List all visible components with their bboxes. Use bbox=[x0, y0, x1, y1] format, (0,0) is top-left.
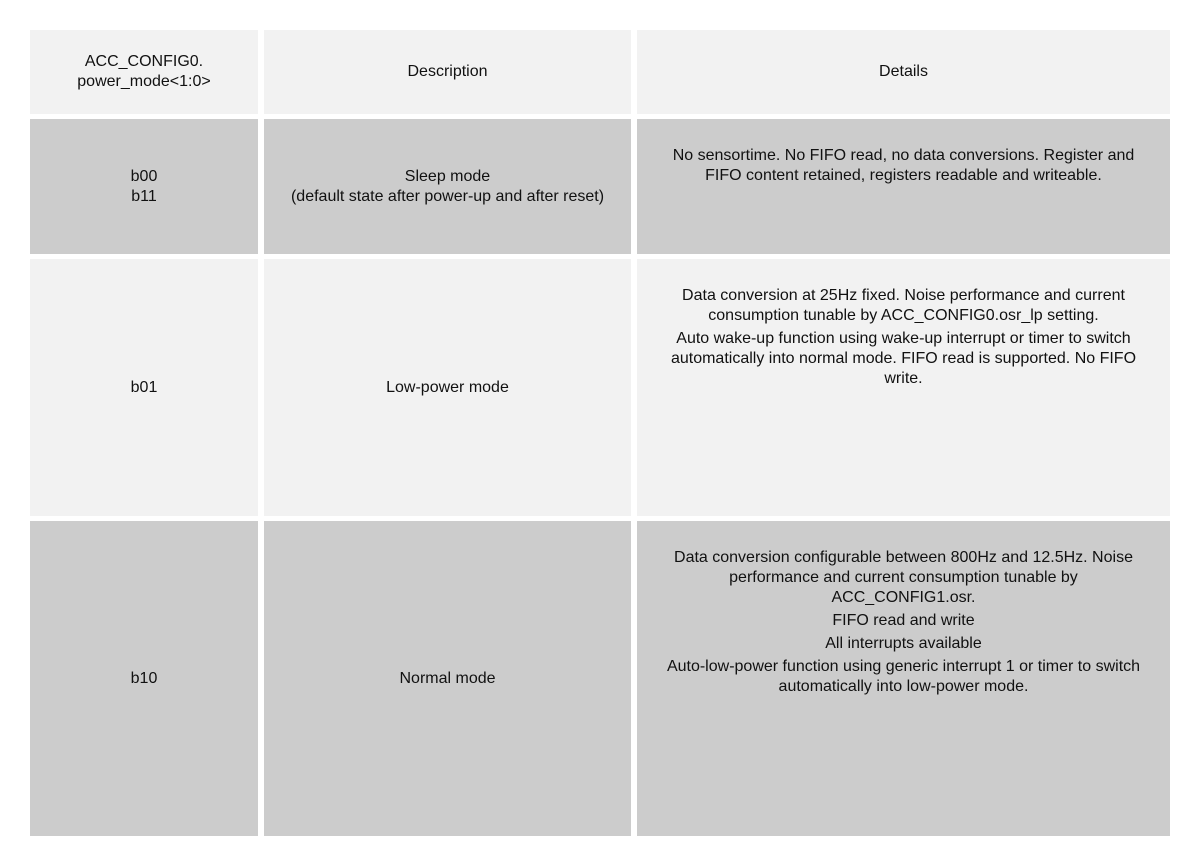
row-sleep-description bbox=[264, 119, 631, 254]
header-register-line2: power_mode<1:0> bbox=[77, 73, 211, 90]
details-text bbox=[667, 521, 1140, 700]
details-line: automatically into normal mode. FIFO read is supported. No FIFO bbox=[670, 350, 1137, 367]
details-paragraph bbox=[682, 286, 1125, 326]
row-normal-description bbox=[264, 521, 631, 836]
details-paragraph bbox=[673, 146, 1135, 186]
value-b01: b01 bbox=[130, 378, 158, 396]
header-description bbox=[264, 30, 631, 114]
row-normal-details bbox=[637, 521, 1170, 836]
row-lowpower-details bbox=[637, 259, 1170, 516]
details-line: No sensortime. No FIFO read, no data conversions. Register and bbox=[672, 147, 1135, 164]
details-text bbox=[671, 259, 1136, 392]
header-register-line1: ACC_CONFIG0. bbox=[84, 53, 204, 70]
description-title: Low-power mode bbox=[386, 378, 509, 396]
power-mode-table bbox=[30, 30, 1170, 837]
details-paragraph bbox=[674, 548, 1133, 608]
details-line: FIFO read and write bbox=[832, 612, 975, 629]
row-normal-value bbox=[30, 521, 258, 836]
details-paragraph bbox=[832, 611, 974, 631]
description-title: Normal mode bbox=[399, 669, 496, 687]
details-line: Data conversion configurable between 800Hz and 12.5Hz. Noise bbox=[674, 549, 1133, 566]
header-register bbox=[30, 30, 258, 114]
row-sleep-value bbox=[30, 119, 258, 254]
details-line: consumption tunable by ACC_CONFIG0.osr_lp setting. bbox=[708, 307, 1099, 324]
details-line: Auto-low-power function using generic interrupt 1 or timer to switch bbox=[666, 658, 1141, 675]
details-line: ACC_CONFIG1.osr. bbox=[831, 589, 976, 606]
details-paragraph bbox=[825, 634, 982, 654]
value-b10: b10 bbox=[130, 669, 158, 687]
header-details bbox=[637, 30, 1170, 114]
details-line: FIFO content retained, registers readable and writeable. bbox=[705, 167, 1102, 184]
details-text bbox=[673, 119, 1135, 189]
row-lowpower-description bbox=[264, 259, 631, 516]
details-line: performance and current consumption tunable by bbox=[729, 569, 1078, 586]
value-b11: b11 bbox=[131, 187, 157, 205]
details-line: Auto wake-up function using wake-up interrupt or timer to switch bbox=[676, 330, 1131, 347]
header-description-label: Description bbox=[407, 63, 488, 80]
details-line: write. bbox=[884, 370, 923, 387]
details-paragraph bbox=[671, 329, 1136, 389]
row-sleep-details bbox=[637, 119, 1170, 254]
details-line: Data conversion at 25Hz fixed. Noise performance and current bbox=[682, 287, 1125, 304]
details-paragraph bbox=[667, 657, 1140, 697]
description-note: (default state after power-up and after reset) bbox=[290, 187, 605, 205]
value-b00: b00 bbox=[130, 167, 158, 185]
details-line: automatically into low-power mode. bbox=[778, 678, 1029, 695]
row-lowpower-value bbox=[30, 259, 258, 516]
details-line: All interrupts available bbox=[825, 635, 982, 652]
description-title: Sleep mode bbox=[404, 167, 491, 185]
header-details-label: Details bbox=[879, 63, 928, 80]
